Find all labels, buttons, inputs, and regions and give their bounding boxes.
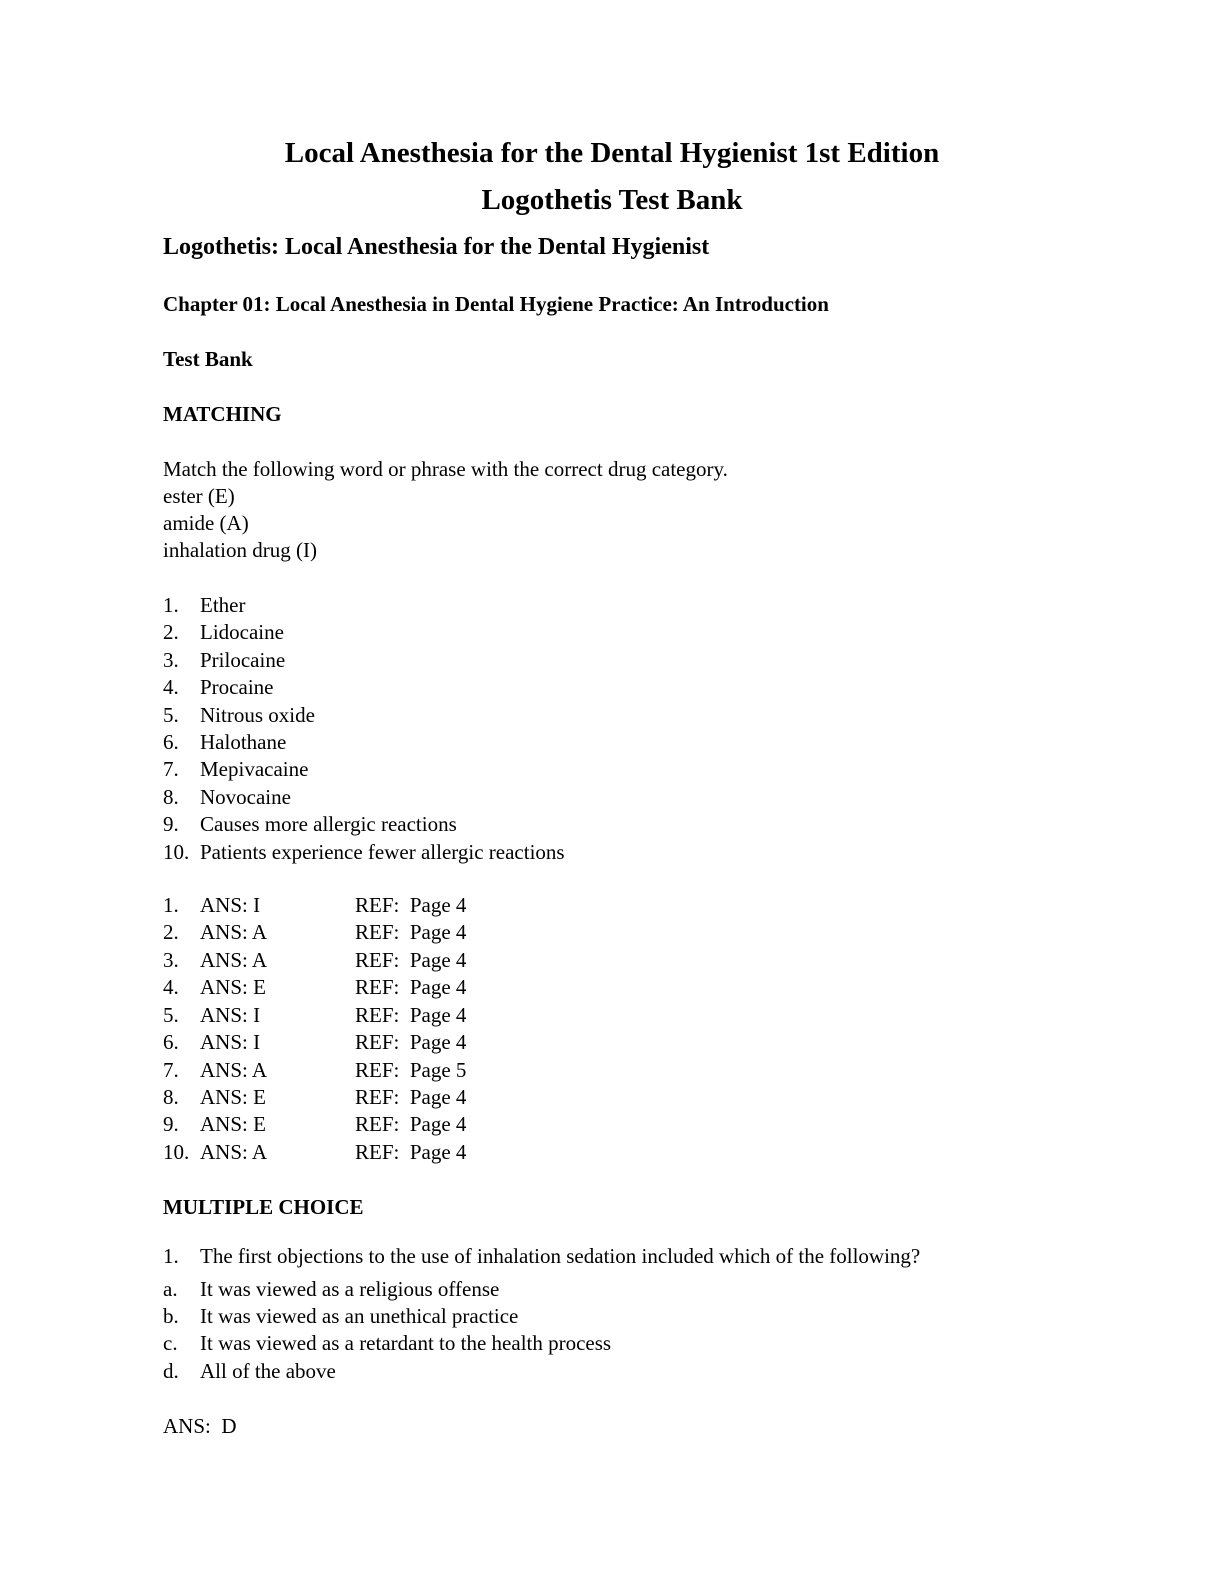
answer-ref: REF: Page 4 — [355, 1084, 467, 1109]
choice-letter: b. — [163, 1303, 179, 1328]
answer-value: ANS: I — [200, 1030, 261, 1055]
item-text: Halothane — [200, 730, 287, 755]
item-number: 8. — [163, 784, 179, 809]
category-ester: ester (E) — [163, 484, 235, 508]
answer-value: ANS: A — [200, 920, 268, 945]
matching-item — [163, 839, 1164, 866]
category-amide: amide (A) — [163, 511, 249, 535]
answer-number: 2. — [163, 920, 179, 945]
answer-ref: REF: Page 5 — [355, 1057, 467, 1082]
answer-ref: REF: Page 4 — [355, 975, 467, 1000]
answer-number: 10. — [163, 1139, 190, 1164]
answer-number: 5. — [163, 1002, 179, 1027]
choice-text: All of the above — [200, 1358, 336, 1383]
matching-item — [163, 784, 1164, 811]
item-text: Prilocaine — [200, 647, 286, 672]
item-number: 2. — [163, 620, 179, 645]
matching-item-list — [163, 592, 1164, 866]
matching-item — [163, 811, 1164, 838]
matching-item — [163, 647, 1164, 674]
answer-ref: REF: Page 4 — [355, 920, 467, 945]
matching-item — [163, 674, 1164, 701]
choice-letter: d. — [163, 1358, 179, 1383]
choice-row — [163, 1330, 1164, 1357]
question-number: 1. — [163, 1244, 179, 1269]
choice-letter: a. — [163, 1276, 178, 1301]
choice-text: It was viewed as a retardant to the health process — [200, 1331, 612, 1356]
matching-heading: MATCHING — [163, 402, 282, 426]
answer-value: ANS: E — [200, 1112, 266, 1137]
answer-row — [163, 892, 1164, 919]
chapter-heading: Chapter 01: Local Anesthesia in Dental Hygiene Practice: An Introduction — [163, 292, 829, 316]
matching-instructions-block — [163, 456, 1164, 564]
item-text: Procaine — [200, 675, 274, 700]
answer-row — [163, 1111, 1164, 1138]
answer-number: 9. — [163, 1112, 179, 1137]
matching-item — [163, 702, 1164, 729]
answer-ref: REF: Page 4 — [355, 1139, 467, 1164]
answer-number: 4. — [163, 975, 179, 1000]
item-number: 9. — [163, 812, 179, 837]
document-title-line2: Logothetis Test Bank — [481, 184, 743, 216]
test-bank-label: Test Bank — [163, 347, 253, 371]
choice-row — [163, 1303, 1164, 1330]
answer-ref: REF: Page 4 — [355, 1002, 467, 1027]
item-text: Lidocaine — [200, 620, 284, 645]
answer-value: ANS: E — [200, 975, 266, 1000]
item-number: 4. — [163, 675, 179, 700]
answer-value: ANS: A — [200, 947, 268, 972]
choice-text: It was viewed as an unethical practice — [200, 1303, 519, 1328]
answer-value: ANS: A — [200, 1139, 268, 1164]
item-number: 1. — [163, 593, 179, 617]
item-text: Causes more allergic reactions — [200, 812, 457, 837]
matching-item — [163, 619, 1164, 646]
choice-text: It was viewed as a religious offense — [200, 1276, 500, 1301]
item-text: Novocaine — [200, 784, 291, 809]
choice-row — [163, 1276, 1164, 1303]
item-number: 5. — [163, 702, 179, 727]
answer-number: 3. — [163, 947, 179, 972]
matching-item — [163, 592, 1164, 619]
answer-value: ANS: I — [200, 893, 261, 918]
answer-number: 7. — [163, 1057, 179, 1082]
answer-ref: REF: Page 4 — [355, 1112, 467, 1137]
answer-value: ANS: E — [200, 1084, 266, 1109]
answer-ref: REF: Page 4 — [355, 947, 467, 972]
matching-item — [163, 729, 1164, 756]
choice-row — [163, 1358, 1164, 1385]
answer-row — [163, 947, 1164, 974]
matching-item — [163, 756, 1164, 783]
choice-letter: c. — [163, 1331, 178, 1356]
item-text: Patients experience fewer allergic reactions — [200, 839, 565, 864]
answer-ref: REF: Page 4 — [355, 1030, 467, 1055]
item-text: Mepivacaine — [200, 757, 309, 782]
question-row — [163, 1243, 1164, 1270]
multiple-choice-heading: MULTIPLE CHOICE — [163, 1195, 364, 1220]
answer-row — [163, 1029, 1164, 1056]
answer-row — [163, 1002, 1164, 1029]
document-content — [163, 232, 1164, 1440]
answer-number: 8. — [163, 1084, 179, 1109]
answer-row — [163, 1057, 1164, 1084]
document-title — [0, 130, 1224, 224]
answer-row — [163, 974, 1164, 1001]
answer-value: ANS: I — [200, 1002, 261, 1027]
item-text: Nitrous oxide — [200, 702, 315, 727]
matching-instructions: Match the following word or phrase with the correct drug category. — [163, 457, 728, 481]
item-text: Ether — [200, 593, 246, 617]
answer-number: 6. — [163, 1030, 179, 1055]
item-number: 6. — [163, 730, 179, 755]
question-answer: ANS: D — [163, 1414, 237, 1439]
question-text: The first objections to the use of inhalation sedation included which of the following? — [200, 1244, 921, 1269]
answer-row — [163, 1139, 1164, 1166]
answer-row — [163, 1084, 1164, 1111]
category-inhalation: inhalation drug (I) — [163, 538, 317, 562]
book-subtitle: Logothetis: Local Anesthesia for the Dental Hygienist — [163, 234, 710, 260]
choice-list — [163, 1276, 1164, 1386]
document-title-line1: Local Anesthesia for the Dental Hygienist 1st Edition — [284, 137, 940, 169]
mc-question-1 — [163, 1243, 1164, 1440]
item-number: 3. — [163, 647, 179, 672]
answer-row — [163, 919, 1164, 946]
answer-number: 1. — [163, 893, 179, 918]
answer-value: ANS: A — [200, 1057, 268, 1082]
matching-answer-list — [163, 892, 1164, 1166]
answer-ref: REF: Page 4 — [355, 893, 467, 918]
item-number: 10. — [163, 839, 190, 864]
item-number: 7. — [163, 757, 179, 782]
